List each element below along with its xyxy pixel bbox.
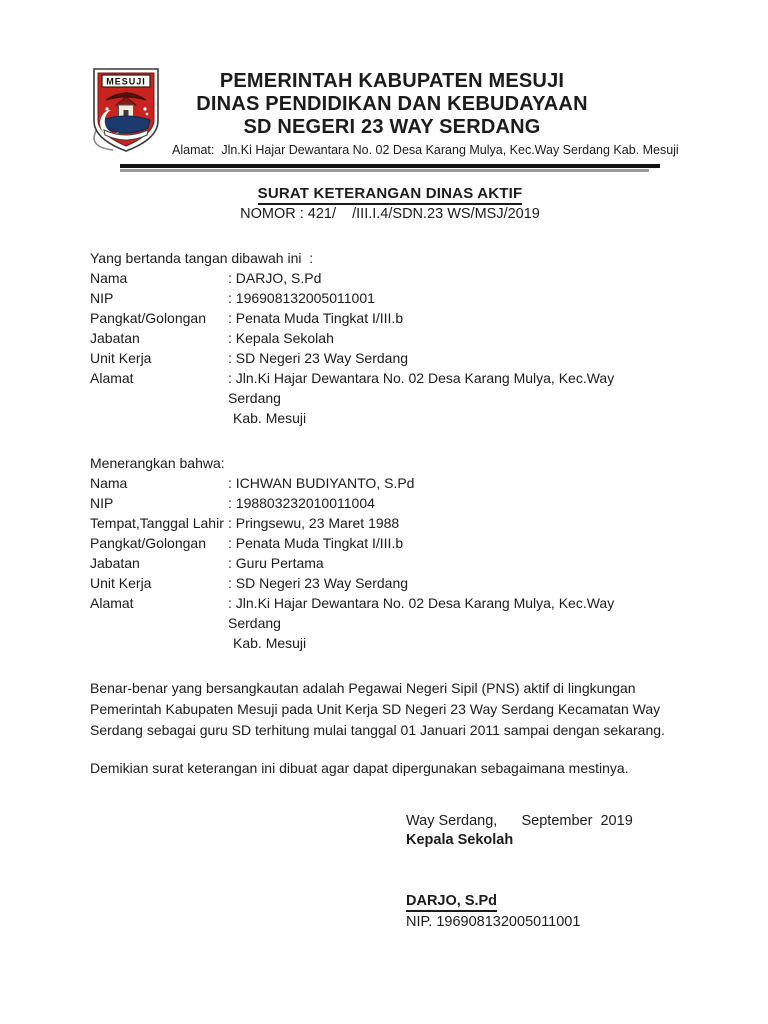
field-value <box>228 553 670 573</box>
field-row-jabatan <box>90 328 670 348</box>
signatory-nip: NIP. 196908132005011001 <box>406 914 581 930</box>
field-value <box>228 368 670 428</box>
field-value <box>228 493 670 513</box>
field-row-nip <box>90 288 670 308</box>
field-row-ttl <box>90 513 670 533</box>
field-label: Tempat,Tanggal Lahir <box>90 515 224 531</box>
colon: : <box>228 290 232 306</box>
field-row-nip <box>90 493 670 513</box>
field-value-text: Penata Muda Tingkat I/III.b <box>235 310 404 326</box>
divider-line-black <box>120 164 660 168</box>
field-label: Pangkat/Golongan <box>90 310 206 326</box>
field-label: Unit Kerja <box>90 350 152 366</box>
mesuji-regency-logo <box>89 67 163 153</box>
field-value <box>228 533 670 553</box>
field-value <box>228 328 670 348</box>
field-value <box>228 348 670 368</box>
field-label: Alamat <box>90 370 134 386</box>
colon: : <box>228 330 232 346</box>
subject-details <box>90 473 670 653</box>
document-body <box>0 248 768 932</box>
field-label: Pangkat/Golongan <box>90 535 206 551</box>
signatory-name: DARJO, S.Pd <box>406 893 497 912</box>
field-row-alamat <box>90 368 670 428</box>
field-label: Jabatan <box>90 330 140 346</box>
field-row-pangkat <box>90 308 670 328</box>
field-label: NIP <box>90 495 114 511</box>
letterhead-address: Alamat: Jln.Ki Hajar Dewantara No. 02 Desa Karang Mulya, Kec.Way Serdang Kab. Mesuji <box>172 143 679 157</box>
field-value-text: 196908132005011001 <box>235 290 375 306</box>
field-value <box>228 593 670 653</box>
colon: : <box>228 350 232 366</box>
field-value-line2: Kab. Mesuji <box>233 635 307 651</box>
letterhead-text <box>172 70 679 158</box>
signature-block <box>406 812 670 932</box>
document-number: NOMOR : 421/ /III.I.4/SDN.23 WS/MSJ/2019 <box>240 206 540 222</box>
field-value <box>228 288 670 308</box>
field-value-text: Jln.Ki Hajar Dewantara No. 02 Desa Karang Mulya, Kec.Way Serdang <box>228 370 615 406</box>
field-value-text: Jln.Ki Hajar Dewantara No. 02 Desa Karang Mulya, Kec.Way Serdang <box>228 595 615 631</box>
field-value-text: Penata Muda Tingkat I/III.b <box>235 535 404 551</box>
shield-crest-icon <box>89 67 163 153</box>
signer-details <box>90 268 670 428</box>
statement-paragraph: Benar-benar yang bersangkautan adalah Pegawai Negeri Sipil (PNS) aktif di lingkungan Pemerintah Kabupaten Mesuji pada Unit Kerja SD Negeri 23 Way Serdang Kecamatan Way Serdang sebagai guru SD terhitung mulai tanggal 01 Januari 2011 sampai dengan sekarang. <box>90 680 665 738</box>
signatory-role: Kepala Sekolah <box>406 832 514 848</box>
letterhead <box>0 0 768 158</box>
field-value-text: SD Negeri 23 Way Serdang <box>235 350 409 366</box>
signer-intro: Yang bertanda tangan dibawah ini : <box>90 250 314 266</box>
field-value-line2: Kab. Mesuji <box>233 410 307 426</box>
field-value-text: Guru Pertama <box>235 555 324 571</box>
field-value-text: Kepala Sekolah <box>235 330 334 346</box>
closing-paragraph: Demikian surat keterangan ini dibuat agar dapat dipergunakan sebagaimana mestinya. <box>90 760 629 776</box>
field-label: Jabatan <box>90 555 140 571</box>
field-value-text: DARJO, S.Pd <box>235 270 322 286</box>
field-row-alamat <box>90 593 670 653</box>
field-value-text: SD Negeri 23 Way Serdang <box>235 575 409 591</box>
colon: : <box>228 270 232 286</box>
signature-space <box>406 850 670 893</box>
colon: : <box>228 475 232 491</box>
field-value <box>228 573 670 593</box>
colon: : <box>228 495 232 511</box>
field-value-text: Pringsewu, 23 Maret 1988 <box>235 515 400 531</box>
svg-text:MESUJI: MESUJI <box>106 76 146 87</box>
colon: : <box>228 555 232 571</box>
colon: : <box>228 575 232 591</box>
title-block <box>120 185 660 223</box>
field-row-unit-kerja <box>90 573 670 593</box>
field-row-jabatan <box>90 553 670 573</box>
field-label: Nama <box>90 270 128 286</box>
field-value <box>228 513 670 533</box>
school-name: SD NEGERI 23 WAY SERDANG <box>243 116 541 138</box>
document-title: SURAT KETERANGAN DINAS AKTIF <box>258 185 523 205</box>
divider-line-gray <box>120 169 649 172</box>
field-label: Nama <box>90 475 128 491</box>
place-and-date: Way Serdang, September 2019 <box>406 813 633 829</box>
colon: : <box>228 370 232 386</box>
field-value-text: 198803232010011004 <box>235 495 375 511</box>
colon: : <box>228 595 232 611</box>
colon: : <box>228 310 232 326</box>
field-row-pangkat <box>90 533 670 553</box>
field-label: NIP <box>90 290 114 306</box>
field-value <box>228 268 670 288</box>
field-value-text: ICHWAN BUDIYANTO, S.Pd <box>235 475 415 491</box>
field-label: Alamat <box>90 595 134 611</box>
field-row-nama <box>90 268 670 288</box>
letterhead-divider <box>120 164 660 172</box>
government-name: PEMERINTAH KABUPATEN MESUJI <box>219 70 565 92</box>
field-value <box>228 473 670 493</box>
field-value <box>228 308 670 328</box>
colon: : <box>228 515 232 531</box>
department-name: DINAS PENDIDIKAN DAN KEBUDAYAAN <box>196 93 588 115</box>
field-row-nama <box>90 473 670 493</box>
field-row-unit-kerja <box>90 348 670 368</box>
colon: : <box>228 535 232 551</box>
subject-intro: Menerangkan bahwa: <box>90 455 225 471</box>
field-label: Unit Kerja <box>90 575 152 591</box>
